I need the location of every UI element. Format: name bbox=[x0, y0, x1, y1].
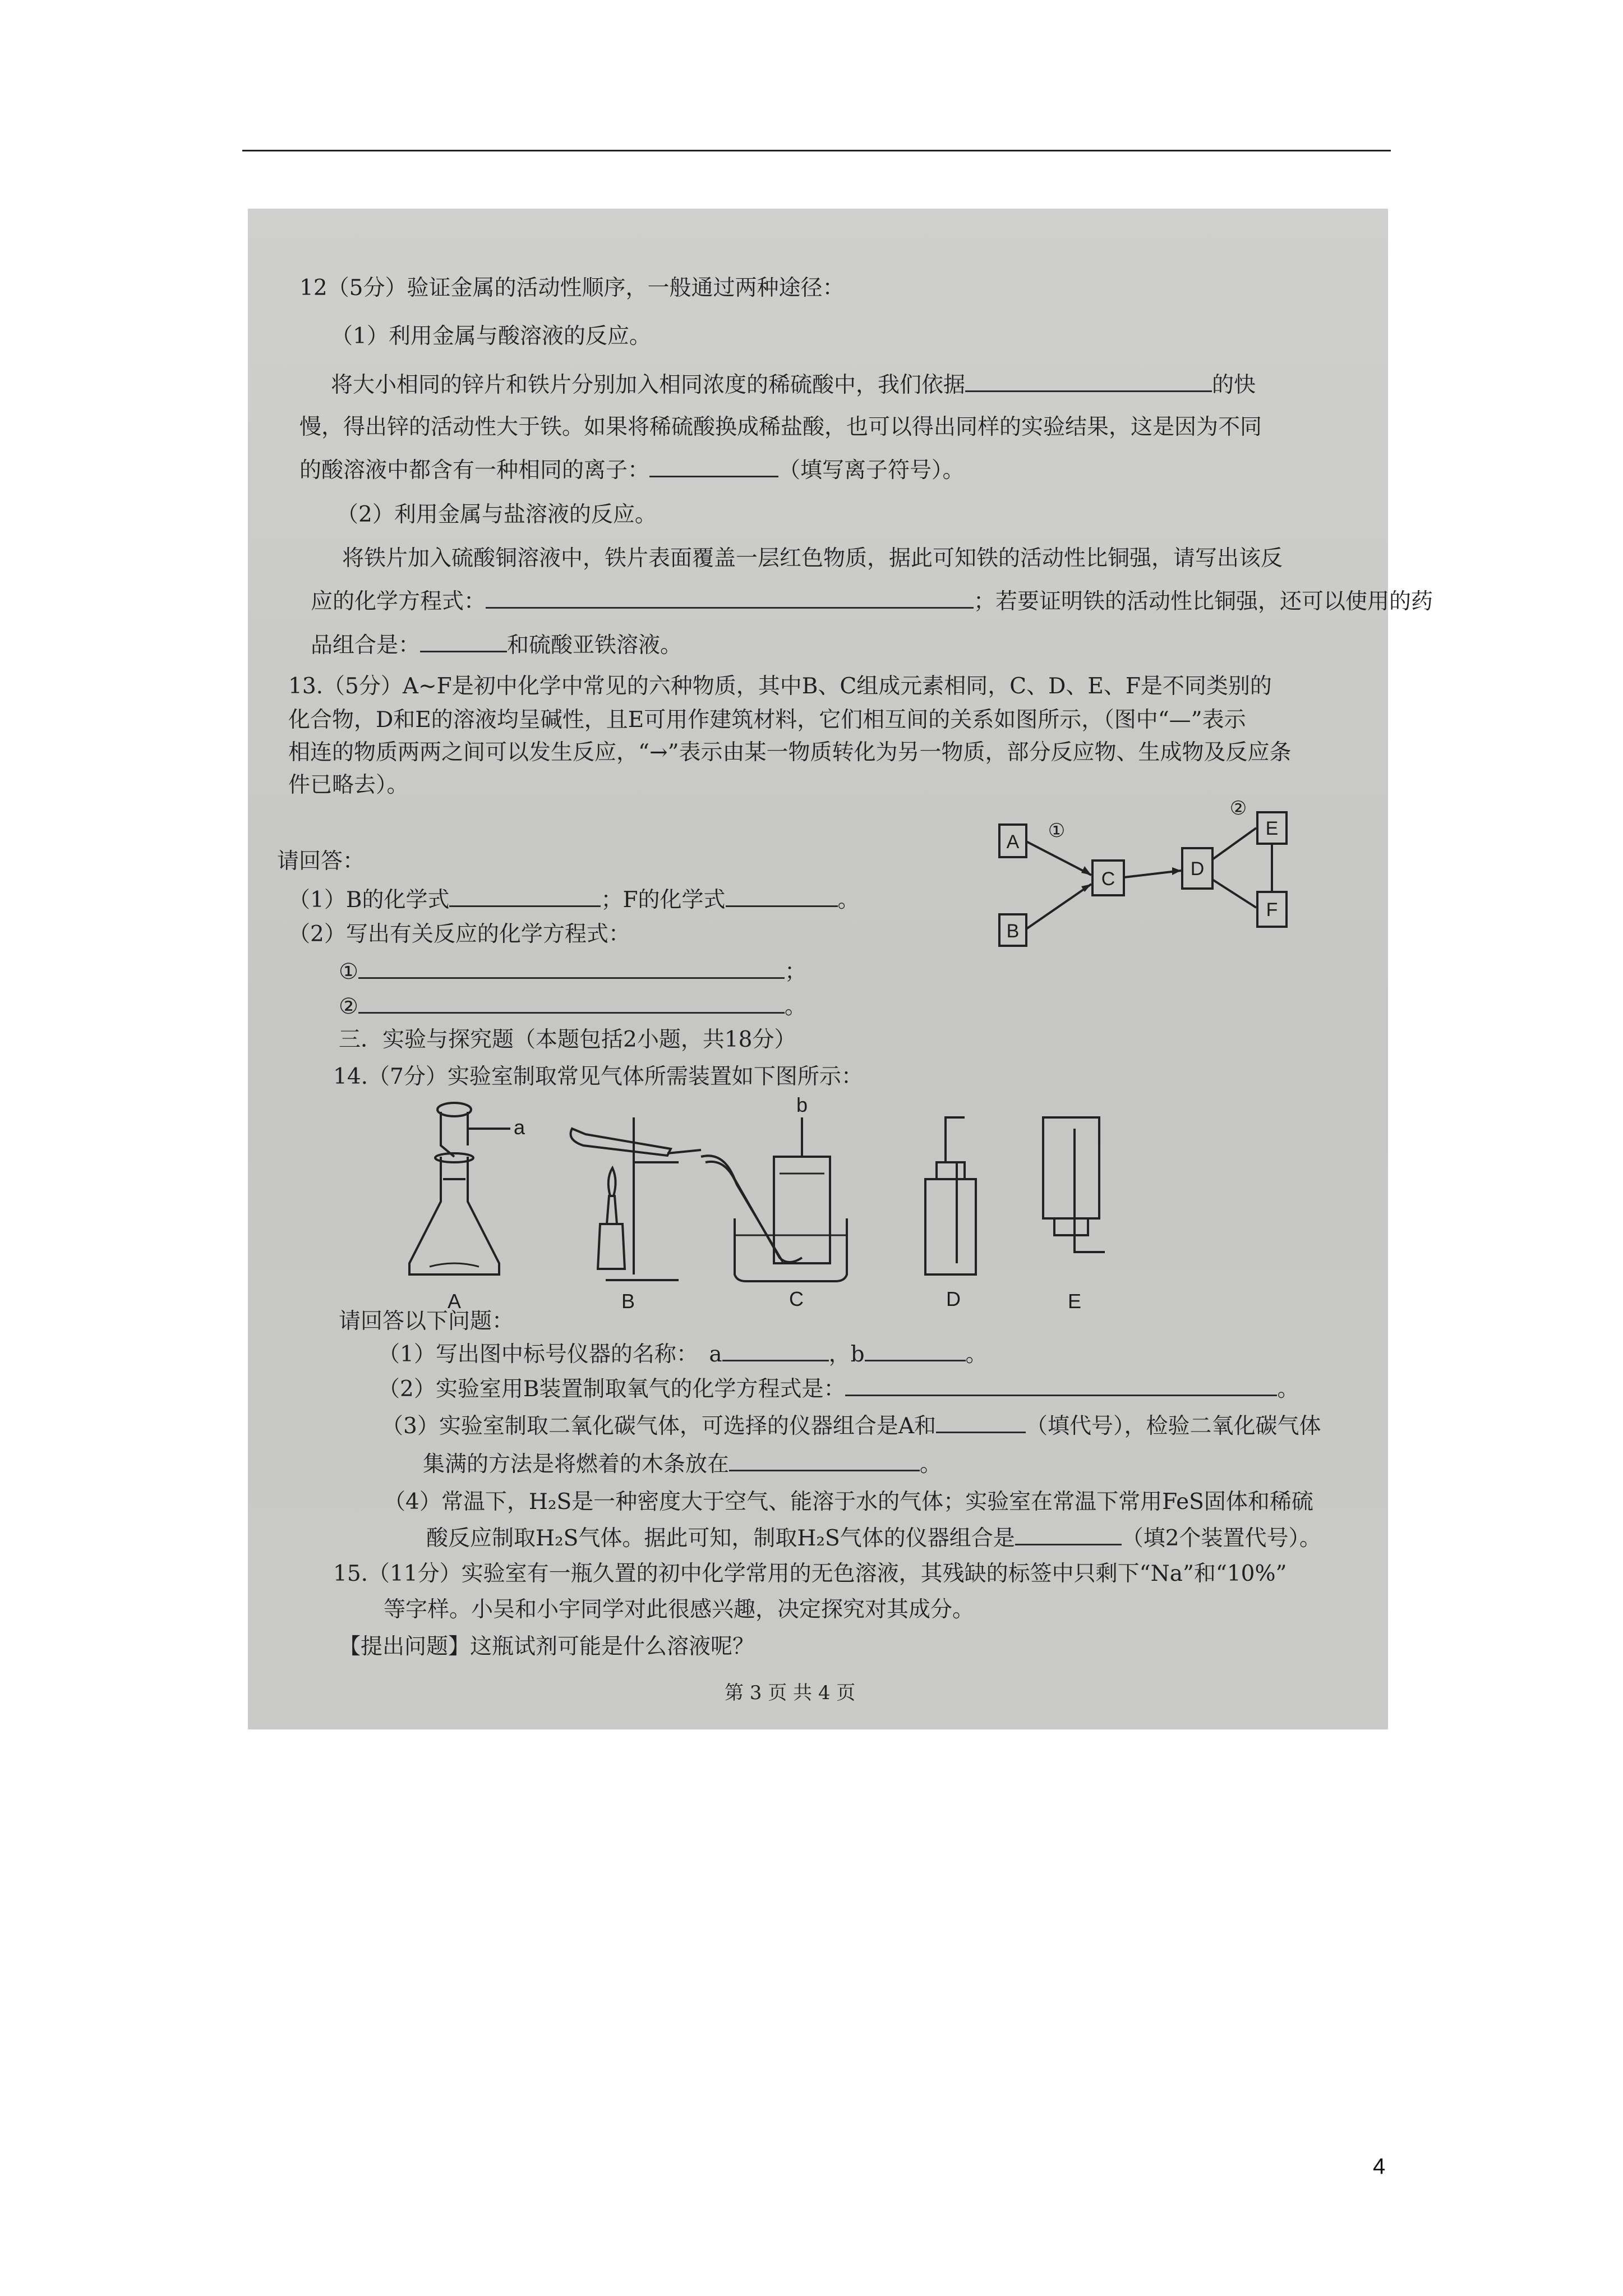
apparatus-label-c: C bbox=[789, 1287, 804, 1310]
answer-blank[interactable] bbox=[936, 1412, 1026, 1433]
q12-sub1: （1）利用金属与酸溶液的反应。 bbox=[331, 324, 651, 349]
q13-eq1: ① ； bbox=[339, 959, 806, 984]
apparatus-a-flask bbox=[409, 1103, 510, 1274]
apparatus-label-a: A bbox=[447, 1290, 462, 1313]
answer-blank[interactable] bbox=[1015, 1525, 1122, 1545]
arrow-b-to-c bbox=[1026, 884, 1091, 929]
node-a-label: A bbox=[1006, 831, 1020, 853]
apparatus-label-b: B bbox=[621, 1290, 635, 1313]
q13-eq2: ② 。 bbox=[339, 994, 806, 1019]
answer-blank[interactable] bbox=[358, 958, 785, 979]
apparatus-d-bottle bbox=[925, 1117, 976, 1274]
q15-line2: 等字样。小吴和小宇同学对此很感兴趣，决定探究对其成分。 bbox=[384, 1597, 975, 1622]
answer-blank[interactable] bbox=[420, 632, 507, 652]
apparatus-e-bottle bbox=[1043, 1117, 1105, 1252]
apparatus-figure bbox=[387, 1095, 1262, 1331]
header-rule bbox=[242, 150, 1391, 151]
apparatus-b-heater bbox=[571, 1117, 702, 1280]
answer-blank[interactable] bbox=[649, 457, 778, 477]
node-c-label: C bbox=[1101, 868, 1115, 890]
q13-line4: 件已略去）。 bbox=[288, 772, 409, 798]
q13-line2: 化合物，D和E的溶液均呈碱性，且E可用作建筑材料，它们相互间的关系如图所示，（图中“—”表示 bbox=[288, 707, 1246, 733]
q12-para1-line3: 的酸溶液中都含有一种相同的离子： （填写离子符号）。 bbox=[299, 458, 965, 483]
section-3-title: 三．实验与探究题（本题包括2小题，共18分） bbox=[339, 1027, 796, 1052]
q13-line3: 相连的物质两两之间可以发生反应，“→”表示由某一物质转化为另一物质，部分反应物、生成物及反应条 bbox=[288, 740, 1292, 765]
answer-blank[interactable] bbox=[449, 886, 601, 907]
page-number: 4 bbox=[1373, 2154, 1386, 2179]
marker-2: ② bbox=[1229, 798, 1247, 819]
q12-para2-line2: 应的化学方程式： ；若要证明铁的活动性比铜强，还可以使用的药 bbox=[311, 589, 1433, 614]
q14-q2: （2）实验室用B装置制取氧气的化学方程式是： 。 bbox=[378, 1377, 1299, 1402]
q12-para2-line1: 将铁片加入硫酸铜溶液中，铁片表面覆盖一层红色物质，据此可知铁的活动性比铜强，请写出该反 bbox=[342, 546, 1283, 571]
relationship-diagram bbox=[997, 792, 1317, 960]
apparatus-label-e: E bbox=[1067, 1290, 1082, 1313]
marker-1: ① bbox=[1048, 820, 1066, 841]
apparatus-label-d: D bbox=[946, 1287, 961, 1310]
node-e-label: E bbox=[1265, 818, 1279, 839]
node-f-label: F bbox=[1266, 899, 1278, 921]
q15-line1: 15.（11分）实验室有一瓶久置的初中化学常用的无色溶液，其残缺的标签中只剩下“Na”和“10%” bbox=[333, 1561, 1287, 1586]
q12-para2-line3: 品组合是： 和硫酸亚铁溶液。 bbox=[311, 633, 683, 658]
answer-blank[interactable] bbox=[845, 1375, 1277, 1396]
q14-ask: 请回答以下问题： bbox=[339, 1309, 514, 1334]
answer-blank[interactable] bbox=[726, 886, 838, 907]
node-d-label: D bbox=[1190, 858, 1205, 880]
instrument-mark-a: a bbox=[513, 1116, 525, 1139]
arrow-a-to-c bbox=[1026, 841, 1091, 875]
answer-blank[interactable] bbox=[722, 1341, 829, 1361]
q14-q4-line2: 酸反应制取H₂S气体。据此可知，制取H₂S气体的仪器组合是 （填2个装置代号）。 bbox=[426, 1526, 1322, 1551]
q12-sub2: （2）利用金属与盐溶液的反应。 bbox=[336, 502, 657, 527]
line-d-to-e bbox=[1212, 828, 1256, 859]
scan-footer: 第 3 页 共 4 页 bbox=[725, 1682, 856, 1704]
answer-blank[interactable] bbox=[729, 1451, 920, 1471]
q15-line3: 【提出问题】这瓶试剂可能是什么溶液呢？ bbox=[339, 1634, 755, 1659]
line-d-to-f bbox=[1212, 880, 1256, 908]
apparatus-c-trough bbox=[701, 1117, 847, 1281]
q14-q3-line2: 集满的方法是将燃着的木条放在 。 bbox=[423, 1452, 942, 1477]
q14-title: 14.（7分）实验室制取常见气体所需装置如下图所示： bbox=[333, 1064, 863, 1089]
q13-q2: （2）写出有关反应的化学方程式： bbox=[288, 922, 630, 947]
instrument-mark-b: b bbox=[796, 1095, 808, 1116]
q12-title: 12（5分）验证金属的活动性顺序，一般通过两种途径： bbox=[299, 275, 845, 301]
q12-para1-line1: 将大小相同的锌片和铁片分别加入相同浓度的稀硫酸中，我们依据 的快 bbox=[331, 372, 1256, 398]
q12-para1-line2: 慢，得出锌的活动性大于铁。如果将稀硫酸换成稀盐酸，也可以得出同样的实验结果，这是因为不同 bbox=[299, 415, 1262, 440]
answer-blank[interactable] bbox=[486, 588, 974, 609]
scanned-exam-page bbox=[248, 209, 1433, 1729]
node-b-label: B bbox=[1006, 921, 1020, 942]
answer-blank[interactable] bbox=[965, 371, 1212, 392]
q14-q1: （1）写出图中标号仪器的名称： a ，b 。 bbox=[378, 1342, 988, 1367]
q13-ask: 请回答： bbox=[277, 849, 365, 874]
q14-q4-line1: （4）常温下，H₂S是一种密度大于空气、能溶于水的气体；实验室在常温下常用FeS固体和稀硫 bbox=[384, 1489, 1313, 1515]
q13-q1: （1）B的化学式 ；F的化学式 。 bbox=[288, 887, 860, 913]
answer-blank[interactable] bbox=[358, 993, 785, 1014]
answer-blank[interactable] bbox=[865, 1341, 966, 1361]
q13-line1: 13.（5分）A~F是初中化学中常见的六种物质，其中B、C组成元素相同，C、D、E、F是不同类别的 bbox=[288, 674, 1272, 699]
q14-q3-line1: （3）实验室制取二氧化碳气体，可选择的仪器组合是A和 （填代号），检验二氧化碳气体 bbox=[381, 1414, 1321, 1439]
